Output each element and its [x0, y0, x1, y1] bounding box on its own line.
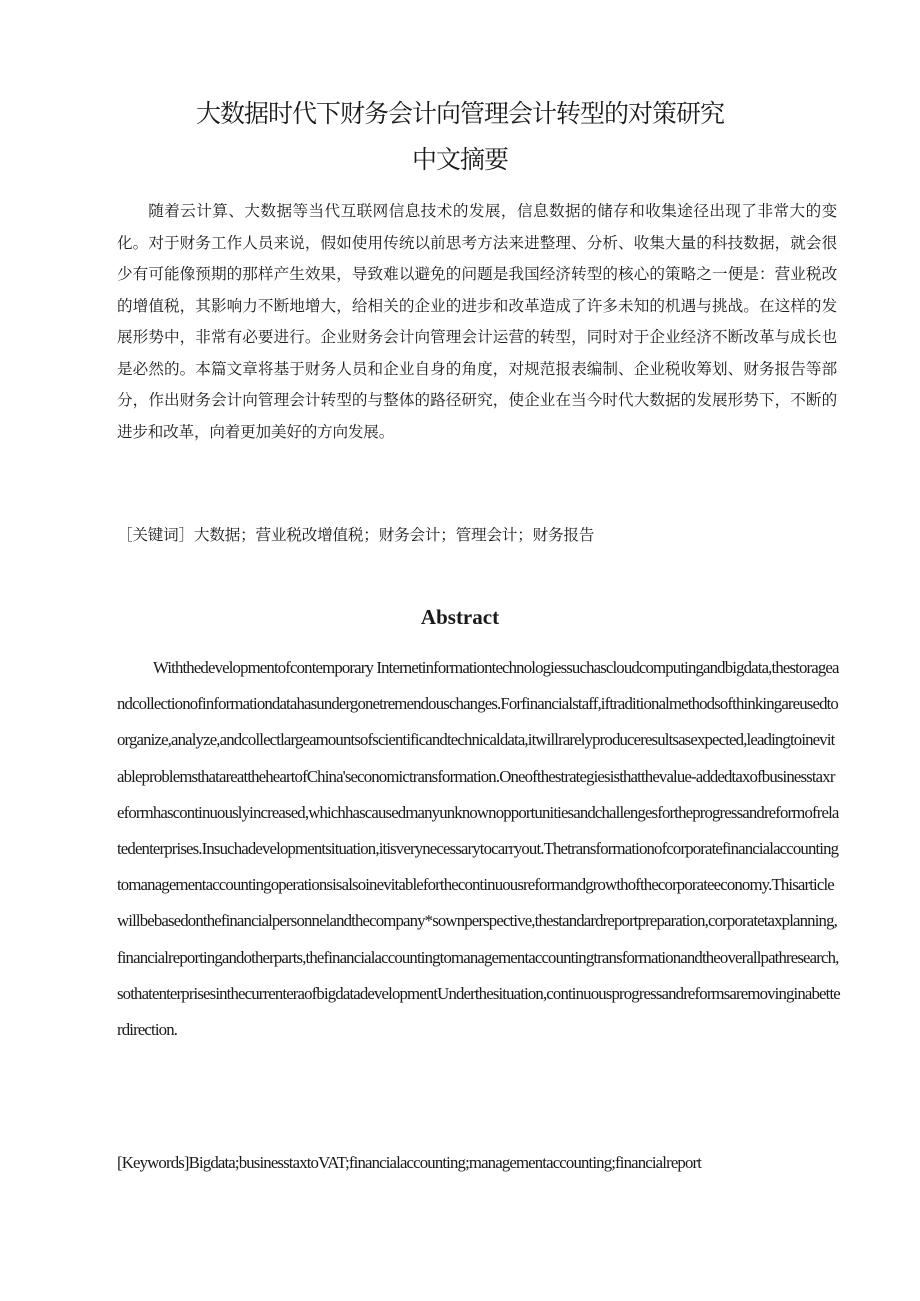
english-abstract-body: Withthedevelopmentofcontemporary Internetinformationtechnologiessuchascloudcomputingandbigdata,thestorageandcollectionofinformationdatahasundergonetremendouschanges.Forfinancialstaff,iftraditionalmethodsofthinkingareusedtoorganize,analyze,andcollectlargeamountsofscientificandtechnicaldata,itwillrarelyproduceresultsasexpected,leadingtoinevitableproblemsthatareattheheartofChina'seconomictransformation.Oneofthestrategiesisthatthevalue-addedtaxofbusinesstaxreformhascontinuouslyincreased,whichhascausedmanyunknownopportunitiesandchallengesfortheprogressandreformofrelatedenterprises.Insuchadevelopmentsituation,itisverynecessarytocarryout.Thetransformationofcorporatefinancialaccountingtomanagementaccountingoperationsisalsoinevitableforthecontinuousreformandgrowthofthecorporateeconomy.Thisarticlewillbebasedonthefinancialpersonnelandthecompany*sownperspective,thestandardreportpreparation,corporatetaxplanning,financialreportingandotherparts,thefinancialaccountingtomanagementaccountingtransformationandtheoverallpathresearch,sothatenterprisesinthecurrenteraofbigdatadevelopmentUnderthesituation,continuousprogressandreformsaremovinginabetterdirection.: [117, 658, 840, 1040]
chinese-abstract-body: 随着云计算、大数据等当代互联网信息技术的发展，信息数据的储存和收集途径出现了非常大的变化。对于财务工作人员来说，假如使用传统以前思考方法来进整理、分析、收集大量的科技数据，就会很少有可能像预期的那样产生效果，导致难以避免的问题是我国经济转型的核心的策略之一便是：营业税改的增值税，其影响力不断地增大，给相关的企业的进步和改革造成了许多未知的机遇与挑战。在这样的发展形势中，非常有必要进行。企业财务会计向管理会计运营的转型，同时对于企业经济不断改革与成长也是必然的。本篇文章将基于财务人员和企业自身的角度，对规范报表编制、企业税收筹划、财务报告等部分，作出财务会计向管理会计转型的与整体的路径研究，使企业在当今时代大数据的发展形势下，不断的进步和改革，向着更加美好的方向发展。: [117, 202, 837, 441]
document-title: 大数据时代下财务会计向管理会计转型的对策研究: [195, 99, 724, 128]
chinese-keywords: ［关键词］大数据；营业税改增值税；财务会计；管理会计；财务报告: [117, 526, 595, 544]
english-abstract-heading: Abstract: [420, 605, 500, 629]
english-keywords: [Keywords]Bigdata;businesstaxtoVAT;financialaccounting;managementaccounting;financialreport: [117, 1153, 702, 1172]
chinese-abstract-heading: 中文摘要: [411, 145, 508, 174]
